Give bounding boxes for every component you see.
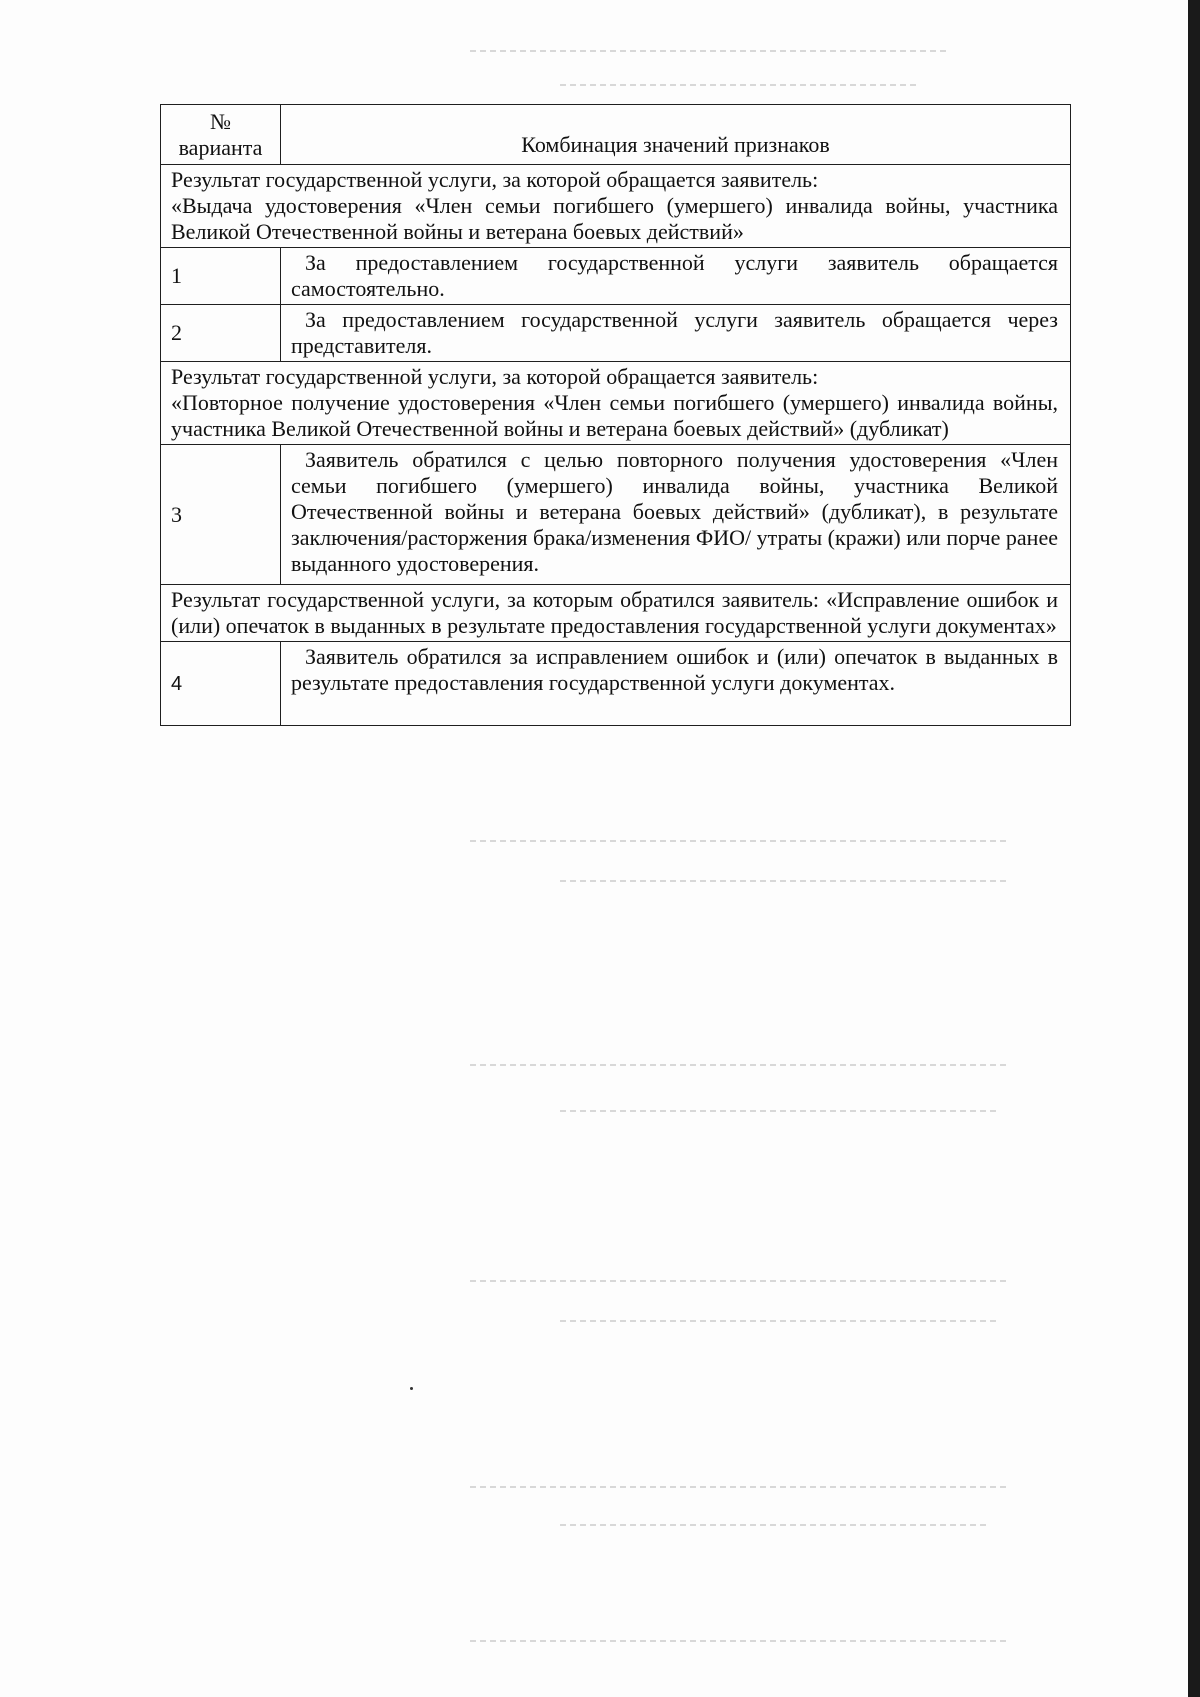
table-row (161, 445, 1071, 585)
scan-dot (410, 1387, 413, 1390)
scan-noise (470, 1064, 1010, 1066)
table-row (161, 248, 1071, 305)
variant-description: За предоставлением государственной услуги заявитель обращается через представителя. (281, 305, 1071, 362)
scan-noise (470, 50, 950, 52)
header-number-cell (161, 105, 281, 165)
section-row (161, 165, 1071, 248)
section-body: Результат государственной услуги, за которым обратился заявитель: «Исправление ошибок и (или) опечаток в выданных в результате предоставления государственной услуги документах» (171, 587, 1058, 638)
scan-noise (560, 84, 920, 86)
variant-number: 4 (161, 642, 281, 726)
section-row (161, 585, 1071, 642)
scan-noise (470, 1280, 1010, 1282)
variant-number: 2 (161, 305, 281, 362)
scan-right-edge (1188, 0, 1200, 1697)
section-body: «Выдача удостоверения «Член семьи погибшего (умершего) инвалида войны, участника Великой Отечественной войны и ветерана боевых действий» (171, 193, 1058, 244)
section-body: «Повторное получение удостоверения «Член семьи погибшего (умершего) инвалида войны, участника Великой Отечественной войны и ветерана боевых действий» (дубликат) (171, 390, 1058, 441)
scan-noise (470, 1486, 1010, 1488)
section-title: Результат государственной услуги, за которой обращается заявитель: (171, 167, 819, 192)
variant-description: Заявитель обратился с целью повторного получения удостоверения «Член семьи погибшего (умершего) инвалида войны, участника Великой Отечественной войны и ветерана боевых действий» (дубликат), в результате заключения/расторжения брака/изменения ФИО/ утраты (кражи) или порче ранее выданного удостоверения. (281, 445, 1071, 585)
variant-number: 3 (161, 445, 281, 585)
variant-description: За предоставлением государственной услуги заявитель обращается самостоятельно. (281, 248, 1071, 305)
header-number-label: варианта (178, 134, 263, 160)
header-number-sign: № (210, 108, 231, 134)
section-row (161, 362, 1071, 445)
variants-table (160, 104, 1071, 726)
variant-description: Заявитель обратился за исправлением ошибок и (или) опечаток в выданных в результате предоставления государственной услуги документах. (281, 642, 1071, 726)
scan-noise (470, 840, 1010, 842)
scan-noise (560, 1110, 1000, 1112)
scan-noise (560, 1524, 990, 1526)
section-result-cell (161, 585, 1071, 642)
section-result-cell (161, 362, 1071, 445)
section-result-cell (161, 165, 1071, 248)
variant-number: 1 (161, 248, 281, 305)
table-row (161, 642, 1071, 726)
scan-noise (560, 880, 1010, 882)
section-title: Результат государственной услуги, за которой обращается заявитель: (171, 364, 819, 389)
table-row (161, 305, 1071, 362)
scan-noise (470, 1640, 1010, 1642)
table-header-row (161, 105, 1071, 165)
header-combination-cell: Комбинация значений признаков (281, 105, 1071, 165)
scan-noise (560, 1320, 1000, 1322)
